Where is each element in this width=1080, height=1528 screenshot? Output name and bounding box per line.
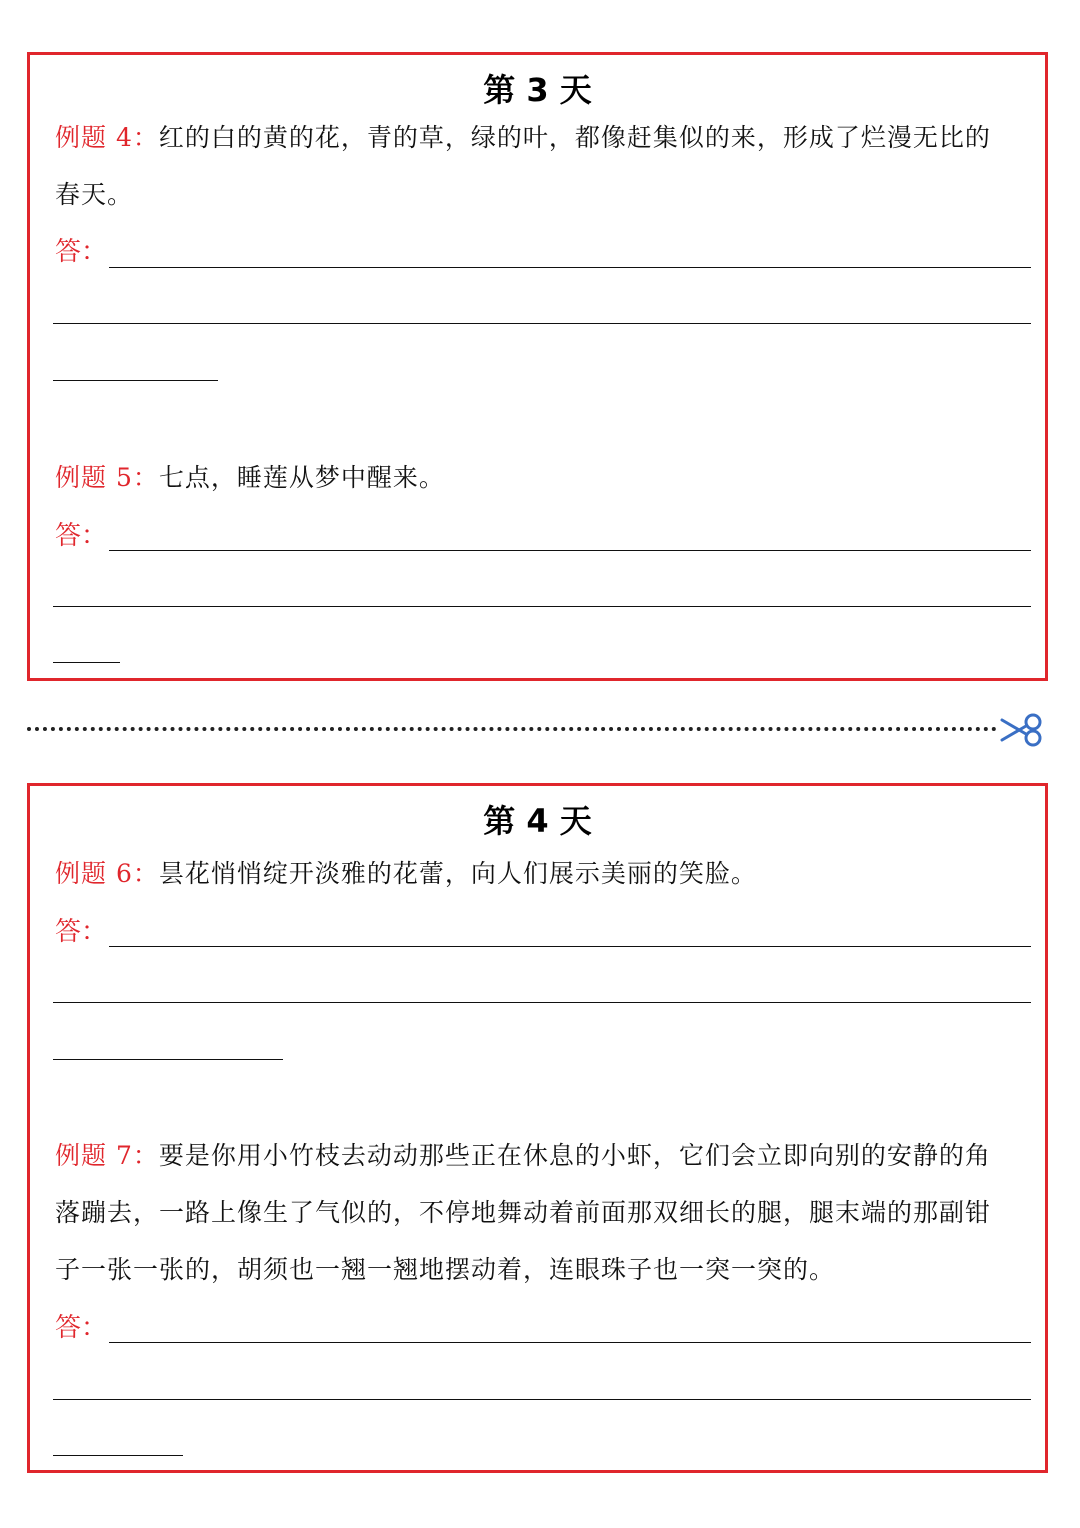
answer-line[interactable] [109,946,1031,947]
example-5-text: 七点，睡莲从梦中醒来。 [158,463,445,492]
answer-line[interactable] [53,1059,283,1060]
answer-line[interactable] [53,606,1031,607]
day-4-card [27,783,1048,1473]
answer-label: 答： [55,237,108,267]
example-4-text: 红的白的黄的花，青的草，绿的叶，都像赶集似的来，形成了烂漫无比的 [158,123,991,152]
answer-label: 答： [55,1313,108,1343]
day-4-title: 第 4 天 [483,802,592,840]
example-7-line-1 [55,1141,991,1171]
example-4-label: 例题 4： [55,123,159,152]
example-5-line-1 [55,463,445,493]
answer-line[interactable] [53,380,218,381]
example-7-line-3: 子一张一张的，胡须也一翘一翘地摆动着，连眼珠子也一突一突的。 [55,1255,836,1284]
day-3-title: 第 3 天 [483,71,592,109]
example-4-line-2: 春天。 [55,180,134,209]
day-3-card [27,52,1048,681]
scissors-icon [1000,712,1044,752]
example-7-line-2: 落蹦去，一路上像生了气似的，不停地舞动着前面那双细长的腿，腿末端的那副钳 [55,1198,992,1227]
example-6-text: 昙花悄悄绽开淡雅的花蕾，向人们展示美丽的笑脸。 [158,859,757,888]
example-7-label: 例题 7： [55,1141,159,1170]
answer-line[interactable] [109,267,1031,268]
example-6-label: 例题 6： [55,859,159,888]
answer-line[interactable] [53,1455,183,1456]
cut-line-divider [27,727,997,731]
example-7-text: 要是你用小竹枝去动动那些正在休息的小虾，它们会立即向别的安静的角 [158,1141,991,1170]
answer-line[interactable] [53,1399,1031,1400]
answer-line[interactable] [109,1342,1031,1343]
example-6-line-1 [55,859,757,889]
answer-line[interactable] [53,323,1031,324]
answer-line[interactable] [53,1002,1031,1003]
answer-label: 答： [55,521,108,551]
answer-label: 答： [55,917,108,947]
answer-line[interactable] [53,662,120,663]
example-4-line-1 [55,123,991,153]
example-5-label: 例题 5： [55,463,159,492]
answer-line[interactable] [109,550,1031,551]
